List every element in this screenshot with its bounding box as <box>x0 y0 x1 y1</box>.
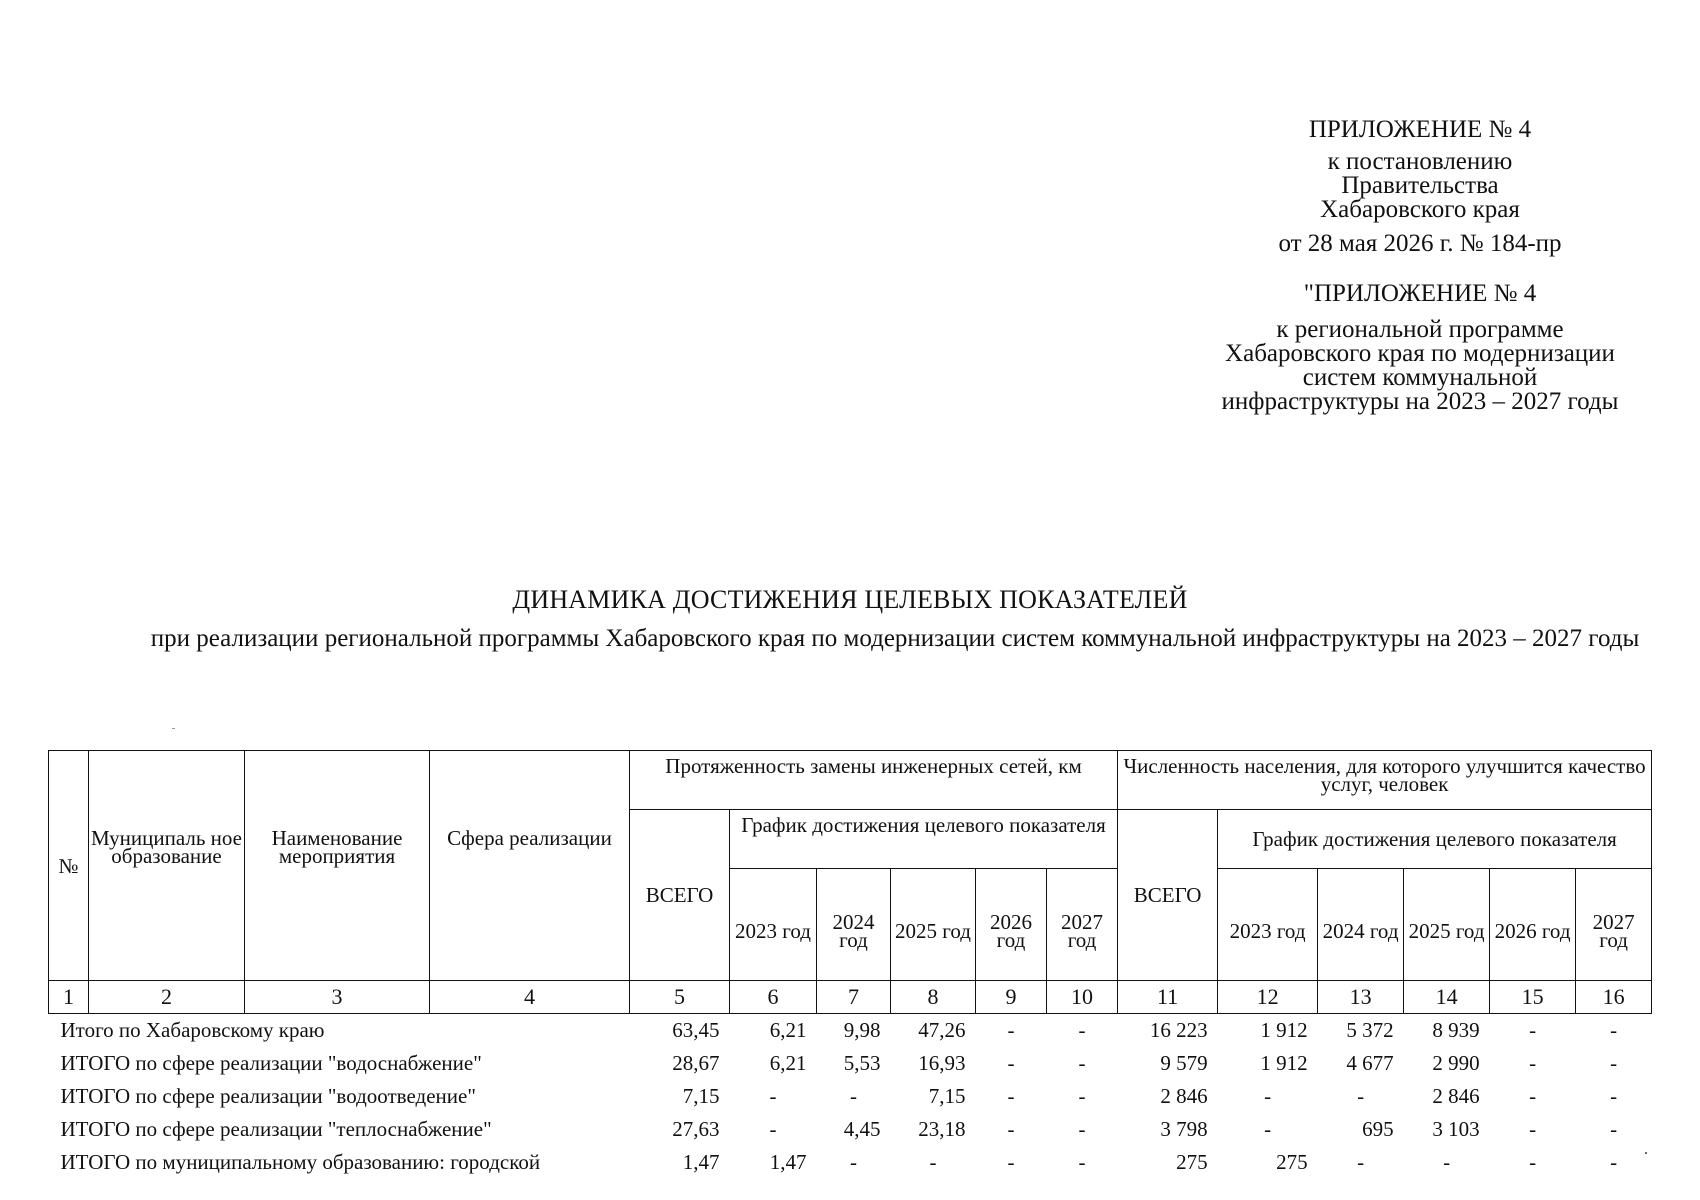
scan-mark <box>1645 1152 1647 1154</box>
header-year: 2025 год <box>1404 869 1490 981</box>
table-cell: - <box>1078 1051 1086 1075</box>
table-cell: 16,93 <box>918 1051 966 1075</box>
column-number: 3 <box>245 981 430 1014</box>
document-title: ДИНАМИКА ДОСТИЖЕНИЯ ЦЕЛЕВЫХ ПОКАЗАТЕЛЕЙ <box>512 585 1188 614</box>
column-number: 8 <box>891 981 976 1014</box>
column-number: 15 <box>1490 981 1576 1014</box>
table-cell: 1 912 <box>1260 1018 1308 1042</box>
header-length-total: ВСЕГО <box>630 810 730 981</box>
table-cell: - <box>1443 1150 1451 1174</box>
quoted-appendix-line: Хабаровского края по модернизации <box>1225 340 1615 367</box>
table-cell: 2 990 <box>1432 1051 1480 1075</box>
row-label: ИТОГО по сфере реализации "водоснабжение" <box>60 1051 482 1075</box>
table-cell: 695 <box>1362 1117 1394 1141</box>
table-cell: - <box>769 1117 777 1141</box>
table-cell: 1,47 <box>682 1150 720 1174</box>
table-cell: - <box>1610 1117 1618 1141</box>
column-number: 5 <box>630 981 730 1014</box>
table-cell: 6,21 <box>769 1051 807 1075</box>
table-cell: 3 798 <box>1160 1117 1208 1141</box>
table-cell: - <box>1007 1051 1015 1075</box>
column-number-row <box>49 981 1652 1014</box>
quoted-appendix-line: к региональной программе <box>1276 316 1564 343</box>
table-cell: 4,45 <box>843 1117 881 1141</box>
header-year: 2026 год <box>976 869 1047 981</box>
table-cell: - <box>1529 1051 1537 1075</box>
table-cell: 23,18 <box>918 1117 966 1141</box>
table-cell: - <box>1078 1018 1086 1042</box>
table-cell: - <box>1529 1150 1537 1174</box>
column-number: 6 <box>730 981 817 1014</box>
table-cell: - <box>1529 1018 1537 1042</box>
column-number: 2 <box>89 981 245 1014</box>
appendix-title: ПРИЛОЖЕНИЕ № 4 <box>1308 116 1532 143</box>
table-cell: - <box>850 1150 857 1174</box>
table-row <box>49 1113 1652 1146</box>
header-year: 2026 год <box>1490 869 1576 981</box>
table-cell: - <box>1007 1150 1015 1174</box>
appendix-date: от 28 мая 2026 г. № 184-пр <box>1278 230 1562 257</box>
column-number: 9 <box>976 981 1047 1014</box>
column-number: 16 <box>1576 981 1652 1014</box>
table-cell: - <box>1078 1084 1086 1108</box>
header-year: 2024 год <box>1318 869 1404 981</box>
row-label: ИТОГО по сфере реализации "водоотведение" <box>60 1084 476 1108</box>
table-cell: - <box>929 1150 937 1174</box>
table-cell: - <box>1007 1117 1015 1141</box>
table-row <box>49 1047 1652 1080</box>
row-label: Итого по Хабаровскому краю <box>60 1018 325 1042</box>
table-cell: - <box>1357 1084 1365 1108</box>
header-year: 2025 год <box>891 869 976 981</box>
header-length-schedule: График достижения целевого показателя <box>730 810 1118 869</box>
table-row <box>49 1080 1652 1113</box>
header-length-group: Протяженность замены инженерных сетей, км <box>630 751 1118 810</box>
header-year: 2023 год <box>730 869 817 981</box>
column-number: 4 <box>430 981 630 1014</box>
table-cell: 5 372 <box>1346 1018 1394 1042</box>
column-number: 7 <box>817 981 891 1014</box>
table-cell: 2 846 <box>1432 1084 1480 1108</box>
table-cell: - <box>1078 1150 1086 1174</box>
column-number: 14 <box>1404 981 1490 1014</box>
table-cell: 7,15 <box>682 1084 720 1108</box>
quoted-appendix-line: инфраструктуры на 2023 – 2027 годы <box>1221 388 1619 415</box>
header-year: 2027 год <box>1576 869 1652 981</box>
table-cell: - <box>1610 1084 1618 1108</box>
header-population-schedule: График достижения целевого показателя <box>1218 810 1652 869</box>
column-number: 11 <box>1118 981 1218 1014</box>
table-cell: - <box>1610 1018 1618 1042</box>
table-cell: - <box>1529 1117 1537 1141</box>
table-cell: 47,26 <box>918 1018 966 1042</box>
column-number: 10 <box>1047 981 1118 1014</box>
row-label: ИТОГО по сфере реализации "теплоснабжение" <box>60 1117 492 1141</box>
header-year: 2024 год <box>817 869 891 981</box>
table-cell: 7,15 <box>928 1084 966 1108</box>
table-cell: - <box>1007 1084 1015 1108</box>
header-year: 2023 год <box>1218 869 1318 981</box>
appendix-line: к постановлению <box>1327 148 1513 175</box>
table-cell: 16 223 <box>1149 1018 1208 1042</box>
table-cell: - <box>850 1084 857 1108</box>
quoted-appendix-line: систем коммунальной <box>1302 364 1538 391</box>
appendix-block <box>1170 118 1670 414</box>
table-cell: 275 <box>1176 1150 1208 1174</box>
header-sphere: Сфера реализации <box>430 751 630 981</box>
table-cell: 5,53 <box>843 1051 881 1075</box>
table-cell: 27,63 <box>672 1117 720 1141</box>
header-num: № <box>49 751 89 981</box>
table-cell: - <box>1264 1084 1272 1108</box>
appendix-line: Хабаровского края <box>1320 196 1520 223</box>
table-cell: 8 939 <box>1432 1018 1480 1042</box>
table-cell: - <box>769 1084 777 1108</box>
table-row <box>49 1146 1652 1179</box>
column-number: 12 <box>1218 981 1318 1014</box>
column-number: 1 <box>49 981 89 1014</box>
table-cell: - <box>1610 1051 1618 1075</box>
table-cell: 6,21 <box>769 1018 807 1042</box>
appendix-line: Правительства <box>1341 172 1499 199</box>
header-municipality: Муниципаль ное образование <box>89 751 245 981</box>
header-population-group: Численность населения, для которого улучшится качество услуг, человек <box>1118 751 1652 810</box>
header-measure: Наименование мероприятия <box>245 751 430 981</box>
table-cell: - <box>1610 1150 1618 1174</box>
quoted-appendix-title: "ПРИЛОЖЕНИЕ № 4 <box>1303 280 1537 307</box>
table-cell: 9,98 <box>843 1018 881 1042</box>
table-cell: - <box>1007 1018 1015 1042</box>
table-cell: 4 677 <box>1346 1051 1394 1075</box>
table-cell: 1,47 <box>769 1150 807 1174</box>
table-cell: - <box>1529 1084 1537 1108</box>
column-number: 13 <box>1318 981 1404 1014</box>
row-label: ИТОГО по муниципальному образованию: городской <box>60 1150 541 1174</box>
table-cell: 2 846 <box>1160 1084 1208 1108</box>
document-subtitle: при реализации региональной программы Хабаровского края по модернизации систем коммунальной инфраструктуры на 2023 – 2027 годы <box>150 625 1640 652</box>
scan-mark <box>172 728 175 729</box>
table-cell: 63,45 <box>672 1018 720 1042</box>
table-row <box>49 1014 1652 1048</box>
header-year: 2027 год <box>1047 869 1118 981</box>
indicators-table <box>48 750 1652 1179</box>
table-cell: 1 912 <box>1260 1051 1308 1075</box>
table-cell: 9 579 <box>1160 1051 1208 1075</box>
table-cell: - <box>1264 1117 1272 1141</box>
table-cell: - <box>1078 1117 1086 1141</box>
table-cell: 275 <box>1276 1150 1308 1174</box>
table-cell: - <box>1357 1150 1365 1174</box>
table-cell: 3 103 <box>1432 1117 1480 1141</box>
table-cell: 28,67 <box>672 1051 720 1075</box>
header-population-total: ВСЕГО <box>1118 810 1218 981</box>
